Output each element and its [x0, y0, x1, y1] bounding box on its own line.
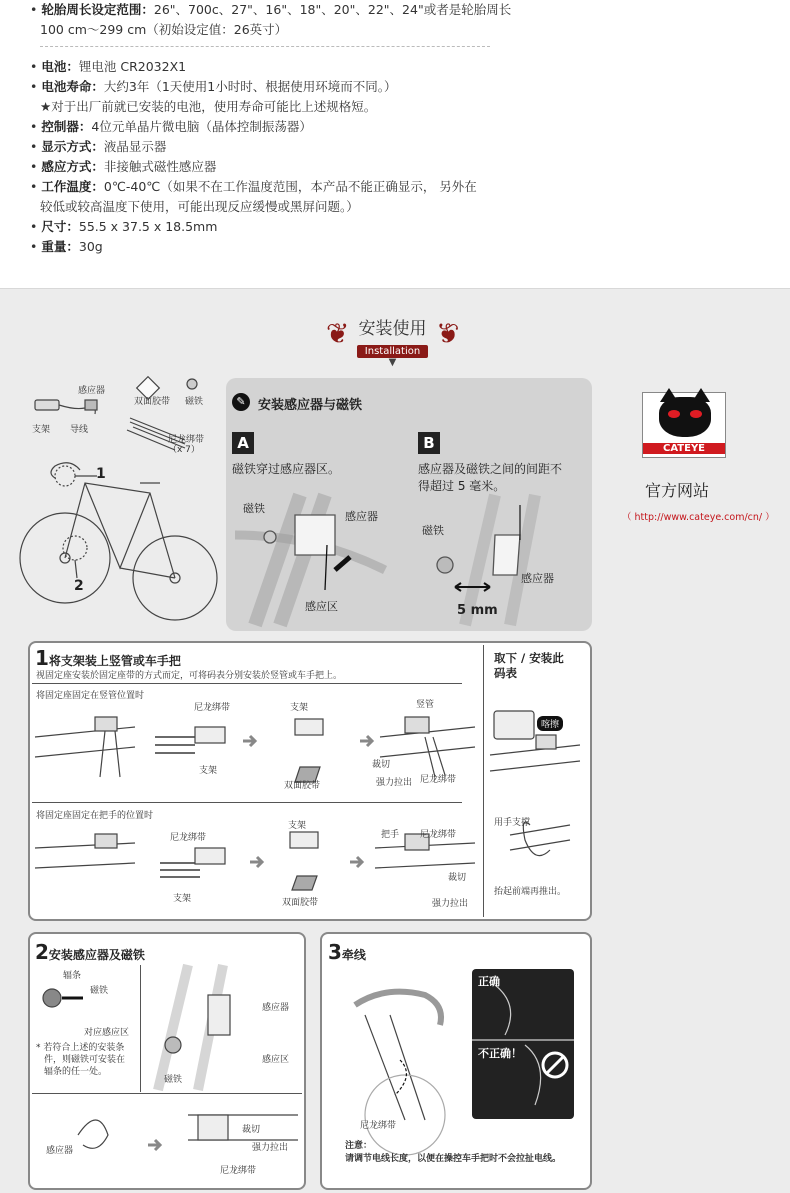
stem-pull-label: 强力拉出: [376, 778, 413, 788]
remove-click-badge: 喀擦: [537, 716, 563, 731]
sensor-panel-heading: 安装感应器与磁铁: [258, 398, 363, 413]
installation-title: ❦ ❦ 安装使用 Installation ▼: [326, 317, 459, 368]
panel-b-text-1: 感应器及磁铁之间的间距不: [418, 462, 563, 476]
step2-heading: 2安装感应器及磁铁: [35, 940, 145, 964]
panel-a-letter: A: [232, 432, 254, 454]
official-site-url[interactable]: （ http://www.cateye.com/cn/ ）: [622, 512, 775, 523]
part-wire-label: 导线: [70, 425, 89, 435]
divider: [483, 645, 484, 917]
step2-spoke-label: 辐条: [63, 971, 82, 981]
step1-desc: 视固定座安装於固定座带的方式而定，可将码表分别安装於竖管或车手把上。: [36, 671, 343, 681]
cateye-logo: CATEYE: [642, 392, 726, 458]
panel-a-text: 磁铁穿过感应器区。: [232, 462, 341, 476]
step3-heading: 3牵线: [328, 940, 366, 964]
bar-nylon-label: 尼龙绑带: [170, 833, 207, 843]
step2-pull-label: 强力拉出: [252, 1143, 289, 1153]
stem-bracket2-label: 支架: [290, 703, 309, 713]
step1-stem-label: 将固定座固定在竖管位置时: [36, 691, 145, 701]
step3-wrong-label: 不正确！: [478, 1047, 522, 1060]
laurel-right-icon: ❦: [435, 317, 459, 350]
stem-tape-label: 双面胶带: [284, 781, 321, 791]
step2-cut-label: 裁切: [242, 1125, 261, 1135]
remove-push-label: 抬起前端再推出。: [494, 887, 567, 897]
spec-display: • 显示方式：液晶显示器: [30, 139, 167, 154]
remove-hold-label: 用手支撑: [494, 818, 531, 828]
divider: [32, 802, 462, 803]
step2-sensor3-label: 感应器: [46, 1146, 74, 1156]
stem-cut-label: 裁切: [372, 760, 391, 770]
step2-note-3: 辐条的任一处。: [44, 1067, 108, 1077]
bar-handle-label: 把手: [381, 830, 400, 840]
a-sensor-label: 感应器: [345, 510, 378, 523]
stem-nylon2-label: 尼龙绑带: [420, 775, 457, 785]
b-gap-label: 5 mm: [457, 603, 498, 618]
step2-magnet2-label: 磁铁: [164, 1075, 183, 1085]
step3-note: 请调节电线长度，以便在操控车手把时不会拉扯电线。: [345, 1154, 562, 1164]
part-tape-label: 双面胶带: [134, 397, 171, 407]
divider: [40, 46, 490, 47]
stem-nylon-label: 尼龙绑带: [194, 703, 231, 713]
step2-zone-label: 对应感应区: [84, 1028, 130, 1038]
spec-temp: • 工作温度：0℃-40℃（如果不在工作温度范围，本产品不能正确显示， 另外在: [30, 179, 477, 194]
step3-nylon-label: 尼龙绑带: [360, 1121, 397, 1131]
spec-size: • 尺寸：55.5 x 37.5 x 18.5mm: [30, 219, 218, 234]
b-sensor-label: 感应器: [521, 572, 554, 585]
remove-title-2: 码表: [494, 666, 517, 680]
stem-label: 竖管: [416, 700, 435, 710]
step2-sensor-label: 感应器: [262, 1003, 290, 1013]
spec-life-cont: ★对于出厂前就已安装的电池，使用寿命可能比上述规格短。: [40, 99, 377, 114]
official-site-label: 官方网站: [645, 481, 710, 500]
laurel-left-icon: ❦: [326, 317, 350, 350]
spec-sensing: • 感应方式：非接触式磁性感应器: [30, 159, 217, 174]
bar-bracket2-label: 支架: [288, 821, 307, 831]
step2-note-1: * 若符合上述的安装条: [36, 1043, 125, 1053]
bike-callout-2: 2: [74, 578, 84, 594]
divider: [32, 683, 462, 684]
spec-temp-cont: 较低或较高温度下使用，可能出现反应缓慢或黑屏问题。）: [40, 199, 359, 214]
part-magnet-label: 磁铁: [185, 397, 204, 407]
remove-title-1: 取下 / 安装此: [494, 651, 564, 665]
bar-bracket-label: 支架: [173, 894, 192, 904]
spec-life: • 电池寿命：大约3年（1天使用1小时时、根据使用环境而不同。）: [30, 79, 397, 94]
step2-zone2-label: 感应区: [262, 1055, 290, 1065]
part-nylon-label: 尼龙绑带: [168, 435, 205, 445]
sensor-b-diagram: [425, 495, 585, 625]
step3-correct-label: 正确: [478, 975, 500, 988]
step2-note-2: 件，则磁铁可安装在: [44, 1055, 126, 1065]
stem-bracket-label: 支架: [199, 766, 218, 776]
bar-tape-label: 双面胶带: [282, 898, 319, 908]
bar-nylon2-label: 尼龙绑带: [420, 830, 457, 840]
step3-note-head: 注意：: [345, 1141, 373, 1151]
spec-battery: • 电池：锂电池 CR2032X1: [30, 59, 187, 74]
part-sensor-label: 感应器: [78, 386, 106, 396]
step1-heading: 1将支架装上竖管或车手把: [35, 646, 181, 670]
spec-tire: • 轮胎周长设定范围：26"、700c、27"、16"、18"、20"、22"、24"或者是轮胎周长: [30, 2, 512, 17]
panel-b-text-2: 得超过 5 毫米。: [418, 479, 506, 493]
step1-bar-label: 将固定座固定在把手的位置时: [36, 811, 154, 821]
step2-nylon-label: 尼龙绑带: [220, 1166, 257, 1176]
step1-bar-diagram: [35, 818, 475, 908]
bike-callout-1: 1: [96, 466, 106, 482]
step2-magnet-label: 磁铁: [90, 986, 109, 996]
bar-cut-label: 裁切: [448, 873, 467, 883]
bar-pull-label: 强力拉出: [432, 899, 469, 909]
spec-list: [30, 0, 770, 257]
spec-weight: • 重量：30g: [30, 239, 103, 254]
step3-diagram: [345, 965, 580, 1130]
spec-controller: • 控制器：4位元单晶片微电脑（晶体控制振荡器）: [30, 119, 312, 134]
part-nylon-qty: （x 7）: [168, 445, 200, 455]
spec-tire-cont: 100 cm～299 cm（初始设定值：26英寸）: [40, 22, 288, 37]
b-magnet-label: 磁铁: [422, 524, 444, 537]
a-magnet-label: 磁铁: [243, 502, 265, 515]
parts-illustration: [25, 378, 220, 628]
part-bracket-label: 支架: [32, 425, 51, 435]
remove-diagram: [490, 705, 585, 885]
panel-b-letter: B: [418, 432, 440, 454]
a-zone-label: 感应区: [305, 600, 338, 613]
cat-icon: [659, 397, 711, 437]
wrench-icon: ✎: [232, 393, 250, 411]
